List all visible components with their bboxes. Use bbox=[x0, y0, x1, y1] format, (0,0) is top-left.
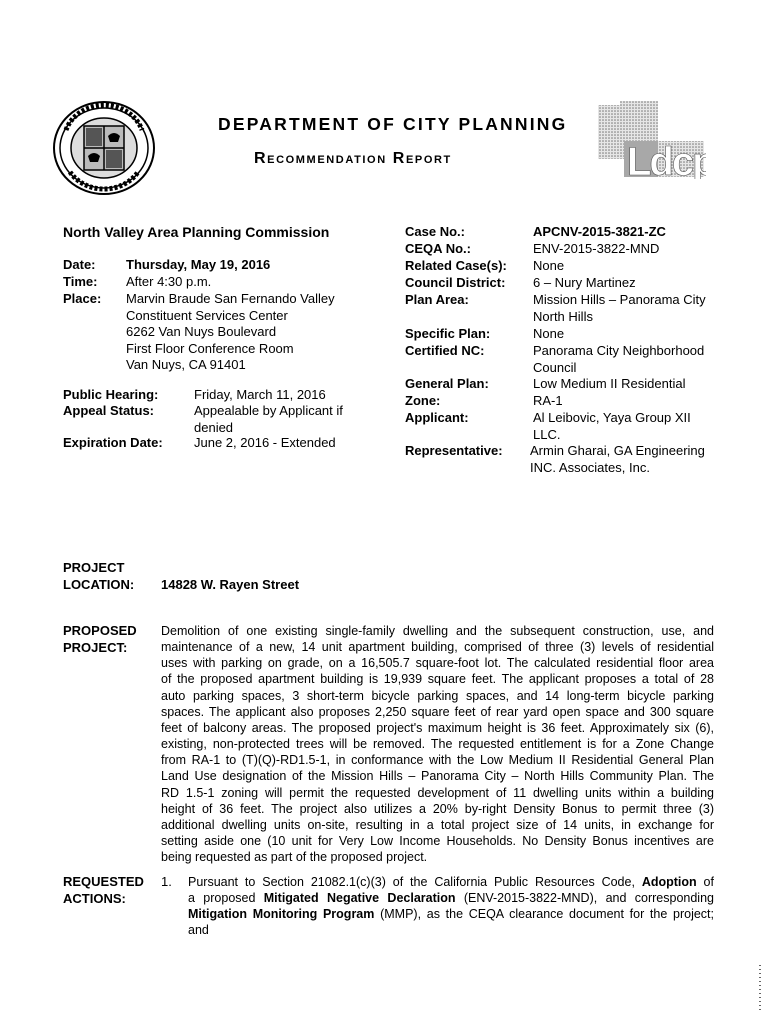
place-line: Marvin Braude San Fernando Valley bbox=[126, 291, 335, 306]
plan-area-label: Plan Area: bbox=[405, 292, 469, 307]
requested-actions-label-line: REQUESTED bbox=[63, 874, 144, 889]
ceqa-no: ENV-2015-3822-MND bbox=[533, 241, 660, 256]
specific-plan-label: Specific Plan: bbox=[405, 326, 491, 341]
report-title: Recommendation Report bbox=[254, 150, 452, 167]
public-hearing-date: Friday, March 11, 2016 bbox=[194, 387, 326, 402]
action-text: a proposed bbox=[188, 891, 264, 906]
zone-label: Zone: bbox=[405, 393, 441, 408]
description-line: Demolition of one existing single-family dwelling and the subsequent construction, use, and bbox=[161, 624, 714, 638]
plan-area-line: North Hills bbox=[533, 308, 593, 324]
description-line: being requested as part of the proposed project. bbox=[161, 850, 428, 865]
public-hearing-label: Public Hearing: bbox=[63, 387, 159, 402]
place-line: Constituent Services Center bbox=[126, 307, 288, 323]
general-plan: Low Medium II Residential bbox=[533, 376, 686, 391]
project-location: 14828 W. Rayen Street bbox=[161, 577, 300, 592]
date-label: Date: bbox=[63, 257, 96, 272]
appeal-status bbox=[194, 403, 343, 436]
ldcp-logo bbox=[596, 101, 706, 179]
description-line: height of 36 feet. The project also utilizes a 20% by-right Density Bonus to permit three (3) bbox=[161, 801, 714, 816]
scan-edge-mark bbox=[757, 965, 763, 1011]
zone: RA-1 bbox=[533, 393, 563, 408]
meeting-place bbox=[126, 291, 335, 374]
general-plan-label: General Plan: bbox=[405, 376, 489, 391]
time-label: Time: bbox=[63, 274, 98, 289]
applicant bbox=[533, 410, 691, 443]
department-title: DEPARTMENT OF CITY PLANNING bbox=[218, 114, 568, 134]
appeal-status-line: Appealable by Applicant if bbox=[194, 403, 343, 418]
requested-actions-label-line: ACTIONS: bbox=[63, 890, 126, 906]
action-text: (MMP), as the CEQA clearance document for the project; bbox=[374, 907, 714, 922]
place-line: 6262 Van Nuys Boulevard bbox=[126, 324, 277, 339]
expiration-date-label: Expiration Date: bbox=[63, 435, 163, 450]
action-line: and bbox=[188, 923, 209, 938]
description-line: spaces. The applicant also proposes 2,250 square feet of rear yard open space and 300 square bbox=[161, 704, 714, 719]
proposed-project-label-line: PROJECT: bbox=[63, 639, 128, 655]
project-location-label bbox=[63, 560, 134, 593]
plan-area bbox=[533, 292, 706, 325]
appeal-status-line: denied bbox=[194, 419, 234, 435]
place-line: First Floor Conference Room bbox=[126, 340, 294, 356]
requested-actions-label bbox=[63, 874, 144, 907]
place-line: Van Nuys, CA 91401 bbox=[126, 357, 246, 372]
description-line: from RA-1 to (T)(Q)-RD1.5-1, in conformance with the Low Medium II Residential General Plan bbox=[161, 753, 714, 768]
action-text: Pursuant to Section 21082.1(c)(3) of the California Public Resources Code, bbox=[188, 875, 642, 889]
description-line: RD 1.5-1 zoning will permit the requested development of 11 dwelling units within a building bbox=[161, 785, 714, 800]
meeting-time: After 4:30 p.m. bbox=[126, 274, 212, 289]
representative bbox=[530, 443, 705, 476]
ceqa-no-label: CEQA No.: bbox=[405, 241, 471, 256]
action-line bbox=[188, 874, 714, 890]
related-cases-label: Related Case(s): bbox=[405, 258, 507, 273]
description-line: setting aside one (10 unit for Very Low Income Households. No Density Bonus incentives are bbox=[161, 834, 714, 849]
description-line: auto parking spaces, 3 short-term bicycle parking spaces, and 14 long-term bicycle parking bbox=[161, 688, 714, 703]
proposed-project-label-line: PROPOSED bbox=[63, 623, 137, 638]
meeting-date: Thursday, May 19, 2016 bbox=[126, 257, 271, 272]
representative-line: Armin Gharai, GA Engineering bbox=[530, 443, 705, 458]
representative-line: INC. Associates, Inc. bbox=[530, 459, 650, 475]
description-line: existing, non-protected trees will be removed. The requested entitlement is for a Zone Change bbox=[161, 737, 714, 752]
action-emphasis: Mitigation Monitoring Program bbox=[188, 907, 375, 922]
action-emphasis: Adoption bbox=[641, 875, 697, 889]
appeal-status-label: Appeal Status: bbox=[63, 403, 155, 418]
council-district-label: Council District: bbox=[405, 275, 506, 290]
proposed-project-label bbox=[63, 623, 137, 656]
applicant-line: Al Leibovic, Yaya Group XII bbox=[533, 410, 691, 425]
action-text: (ENV-2015-3822-MND), and corresponding bbox=[455, 891, 714, 906]
action-line bbox=[188, 906, 714, 922]
description-line: uses with parking on grade, on a 16,505.7 square-foot lot. The calculated residential floor area bbox=[161, 656, 714, 671]
svg-text:Ldcp: Ldcp bbox=[627, 140, 706, 179]
action-line bbox=[188, 890, 714, 906]
certified-nc-label: Certified NC: bbox=[405, 343, 485, 358]
city-seal-logo bbox=[52, 100, 156, 196]
project-location-label-line: LOCATION: bbox=[63, 576, 135, 592]
case-no-label: Case No.: bbox=[405, 224, 465, 239]
proposed-project-description bbox=[161, 623, 714, 865]
applicant-line: LLC. bbox=[533, 426, 561, 442]
certified-nc-line: Panorama City Neighborhood bbox=[533, 343, 705, 358]
certified-nc-line: Council bbox=[533, 359, 577, 375]
specific-plan: None bbox=[533, 326, 565, 341]
place-label: Place: bbox=[63, 291, 102, 306]
description-line: feet of balcony areas. The proposed project's maximum height is 36 feet. Approximately six (6), bbox=[161, 720, 714, 735]
action-number: 1. bbox=[161, 874, 172, 889]
action-text: of bbox=[696, 875, 714, 889]
plan-area-line: Mission Hills – Panorama City bbox=[533, 292, 706, 307]
representative-label: Representative: bbox=[405, 443, 503, 458]
applicant-label: Applicant: bbox=[405, 410, 469, 425]
council-district: 6 – Nury Martinez bbox=[533, 275, 636, 290]
expiration-date: June 2, 2016 - Extended bbox=[194, 435, 336, 450]
description-line: maintenance of a new, 14 unit apartment building, comprised of three (3) levels of residential bbox=[161, 640, 714, 655]
description-line: additional dwelling units on-site, resulting in a total project size of 14 units, in exchange for bbox=[161, 817, 714, 832]
requested-action-item bbox=[188, 874, 714, 939]
action-emphasis: Mitigated Negative Declaration bbox=[263, 891, 456, 906]
related-cases: None bbox=[533, 258, 565, 273]
project-location-label-line: PROJECT bbox=[63, 560, 125, 575]
certified-nc bbox=[533, 343, 704, 376]
commission-name: North Valley Area Planning Commission bbox=[63, 224, 330, 240]
case-no: APCNV-2015-3821-ZC bbox=[533, 224, 666, 239]
description-line: of the proposed apartment building is 19,939 square feet. The applicant proposes a total of 28 bbox=[161, 672, 714, 687]
description-line: Land Use designation of the Mission Hills – Panorama City – North Hills Community Plan. The bbox=[161, 769, 714, 784]
